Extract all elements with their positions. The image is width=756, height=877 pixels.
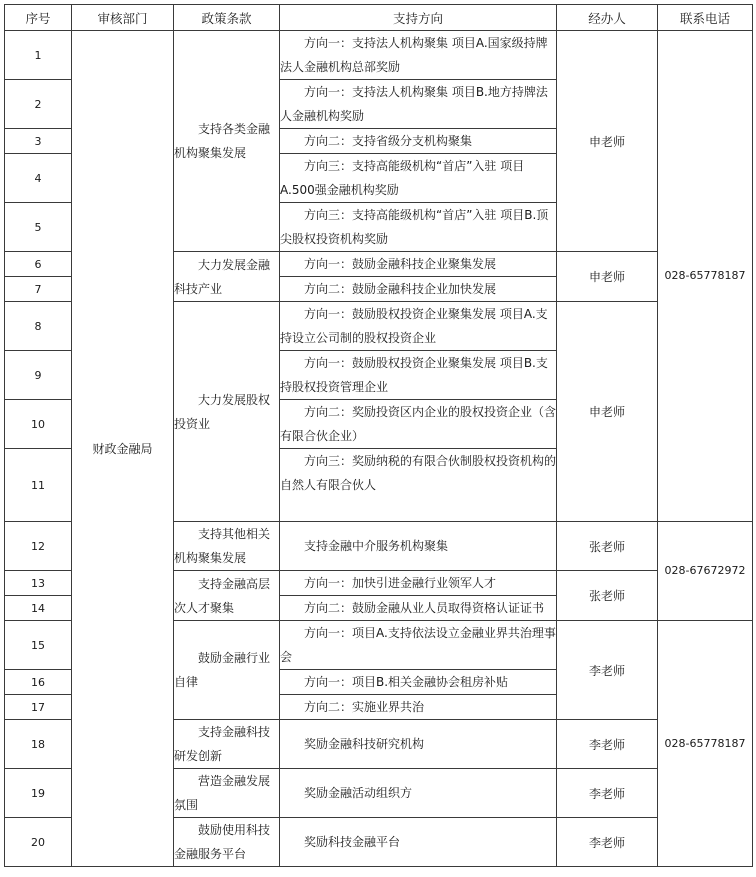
direction-text: 方向一：鼓励股权投资企业聚集发展 项目B.支持股权投资管理企业 xyxy=(280,356,548,394)
direction-cell xyxy=(280,31,557,80)
handler-cell: 张老师 xyxy=(557,571,658,621)
header-no: 序号 xyxy=(5,5,72,31)
direction-text: 方向一：项目A.支持依法设立金融业界共治理事会 xyxy=(280,626,556,664)
direction-text: 方向三：支持高能级机构“首店”入驻 项目B.顶尖股权投资机构奖励 xyxy=(280,208,549,246)
header-department: 审核部门 xyxy=(72,5,174,31)
handler-cell: 李老师 xyxy=(557,720,658,769)
direction-text: 奖励金融活动组织方 xyxy=(304,786,413,800)
direction-cell xyxy=(280,154,557,203)
direction-cell xyxy=(280,596,557,621)
direction-text: 方向一：加快引进金融行业领军人才 xyxy=(304,576,497,590)
direction-cell xyxy=(280,302,557,351)
direction-cell xyxy=(280,695,557,720)
row-number: 6 xyxy=(5,252,72,277)
handler-cell: 李老师 xyxy=(557,621,658,720)
handler-cell: 李老师 xyxy=(557,818,658,867)
row-number: 17 xyxy=(5,695,72,720)
policy-text: 鼓励使用科技金融服务平台 xyxy=(174,823,271,861)
phone-cell: 028-65778187 xyxy=(658,31,753,522)
row-number: 4 xyxy=(5,154,72,203)
direction-cell xyxy=(280,203,557,252)
row-number: 20 xyxy=(5,818,72,867)
direction-text: 方向三：奖励纳税的有限合伙制股权投资机构的自然人有限合伙人 xyxy=(280,454,557,492)
policy-cell xyxy=(174,818,280,867)
direction-cell xyxy=(280,351,557,400)
direction-cell xyxy=(280,129,557,154)
row-number: 10 xyxy=(5,400,72,449)
policy-text: 营造金融发展氛围 xyxy=(174,774,271,812)
header-policy: 政策条款 xyxy=(174,5,280,31)
row-number: 8 xyxy=(5,302,72,351)
row-number: 5 xyxy=(5,203,72,252)
policy-text: 支持各类金融机构聚集发展 xyxy=(174,122,271,160)
direction-cell xyxy=(280,400,557,449)
direction-cell xyxy=(280,670,557,695)
policy-text: 支持其他相关机构聚集发展 xyxy=(174,527,271,565)
header-handler: 经办人 xyxy=(557,5,658,31)
row-number: 7 xyxy=(5,277,72,302)
handler-cell: 李老师 xyxy=(557,769,658,818)
table-row xyxy=(5,31,753,80)
row-number: 3 xyxy=(5,129,72,154)
phone-cell: 028-67672972 xyxy=(658,522,753,621)
direction-text: 方向一：支持法人机构聚集 项目B.地方持牌法人金融机构奖励 xyxy=(280,85,548,123)
direction-cell xyxy=(280,80,557,129)
policy-text: 支持金融高层次人才聚集 xyxy=(174,576,271,615)
direction-text: 方向一：项目B.相关金融协会租房补贴 xyxy=(304,675,509,689)
row-number: 11 xyxy=(5,449,72,522)
policy-cell xyxy=(174,522,280,571)
direction-text: 方向二：鼓励金融科技企业加快发展 xyxy=(304,282,497,296)
direction-text: 方向三：支持高能级机构“首店”入驻 项目A.500强金融机构奖励 xyxy=(280,159,525,197)
direction-text: 方向二：奖励投资区内企业的股权投资企业（含有限合伙企业） xyxy=(280,405,557,443)
policy-text: 大力发展股权投资业 xyxy=(174,392,271,431)
policy-cell xyxy=(174,720,280,769)
handler-cell: 申老师 xyxy=(557,302,658,522)
direction-text: 方向一：鼓励股权投资企业聚集发展 项目A.支持设立公司制的股权投资企业 xyxy=(280,307,548,345)
row-number: 16 xyxy=(5,670,72,695)
direction-cell xyxy=(280,522,557,571)
direction-text: 方向二：实施业界共治 xyxy=(304,700,425,714)
row-number: 15 xyxy=(5,621,72,670)
policy-cell xyxy=(174,769,280,818)
handler-cell: 申老师 xyxy=(557,252,658,302)
table-header-row xyxy=(5,5,753,31)
row-number: 14 xyxy=(5,596,72,621)
header-direction: 支持方向 xyxy=(280,5,557,31)
handler-cell: 申老师 xyxy=(557,31,658,252)
header-phone: 联系电话 xyxy=(658,5,753,31)
direction-cell xyxy=(280,818,557,867)
policy-cell xyxy=(174,302,280,522)
row-number: 13 xyxy=(5,571,72,596)
policy-cell xyxy=(174,621,280,720)
policy-text: 支持金融科技研发创新 xyxy=(174,725,271,763)
direction-cell xyxy=(280,252,557,277)
direction-text: 奖励科技金融平台 xyxy=(304,835,401,849)
row-number: 9 xyxy=(5,351,72,400)
row-number: 2 xyxy=(5,80,72,129)
direction-text: 方向一：支持法人机构聚集 项目A.国家级持牌法人金融机构总部奖励 xyxy=(280,36,548,74)
row-number: 1 xyxy=(5,31,72,80)
phone-cell: 028-65778187 xyxy=(658,621,753,867)
direction-text: 方向二：支持省级分支机构聚集 xyxy=(304,134,473,148)
direction-text: 奖励金融科技研究机构 xyxy=(304,737,425,751)
row-number: 19 xyxy=(5,769,72,818)
direction-text: 方向二：鼓励金融从业人员取得资格认证证书 xyxy=(304,601,545,615)
department-cell: 财政金融局 xyxy=(72,31,174,867)
direction-text: 方向一：鼓励金融科技企业聚集发展 xyxy=(304,257,497,271)
policy-cell xyxy=(174,571,280,621)
handler-cell: 张老师 xyxy=(557,522,658,571)
policy-cell xyxy=(174,31,280,252)
direction-text: 支持金融中介服务机构聚集 xyxy=(304,539,449,553)
row-number: 18 xyxy=(5,720,72,769)
direction-cell xyxy=(280,449,557,522)
direction-cell xyxy=(280,769,557,818)
direction-cell xyxy=(280,720,557,769)
policy-text: 大力发展金融科技产业 xyxy=(174,257,271,296)
row-number: 12 xyxy=(5,522,72,571)
direction-cell xyxy=(280,621,557,670)
policy-table xyxy=(4,4,753,867)
policy-cell xyxy=(174,252,280,302)
direction-cell xyxy=(280,277,557,302)
direction-cell xyxy=(280,571,557,596)
policy-text: 鼓励金融行业自律 xyxy=(174,651,271,689)
